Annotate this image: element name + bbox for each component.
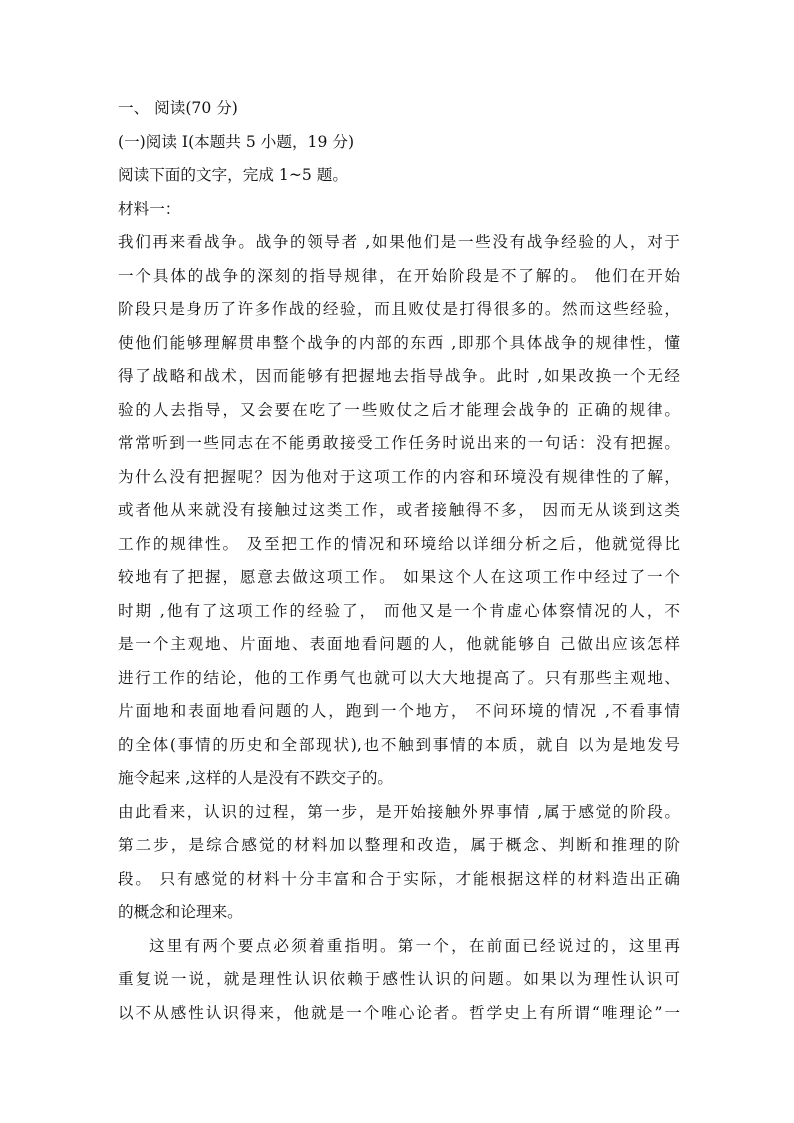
text-line: 以不从感性认识得来，他就是一个唯心论者。哲学史上有所谓“唯理论”一 xyxy=(118,1003,680,1022)
document-body xyxy=(118,92,680,1030)
section-subtitle: (一)阅读 I(本题共 5 小题，19 分) xyxy=(118,132,355,151)
text-line: 较地有了把握，愿意去做这项工作。 如果这个人在这项工作中经过了一个 xyxy=(118,568,680,586)
text-line: 使他们能够理解贯串整个战争的内部的东西 ,即那个具体战争的规律性，懂 xyxy=(118,333,680,352)
text-line: 第二步，是综合感觉的材料加以整理和改造，属于概念、判断和推理的阶 xyxy=(118,836,680,854)
text-line: 常常听到一些同志在不能勇敢接受工作任务时说出来的一句话：没有把握。 xyxy=(118,434,680,452)
text-line: 重复说一说，就是理性认识依赖于感性认识的问题。如果以为理性认识可 xyxy=(118,970,680,988)
material-label: 材料一： xyxy=(118,199,181,218)
paragraph-confidence xyxy=(118,427,680,796)
text-line: 时期 ,他有了这项工作的经验了， 而他又是一个肯虚心体察情况的人，不 xyxy=(118,601,680,620)
text-line: 为什么没有把握呢？因为他对于这项工作的内容和环境没有规律性的了解， xyxy=(118,467,680,486)
text-line: 工作的规律性。 及至把工作的情况和环境给以详细分析之后，他就觉得比 xyxy=(118,534,680,553)
text-line: 的全体(事情的历史和全部现状),也不触到事情的本质，就自 以为是地发号 xyxy=(118,735,680,754)
text-line: 施令起来 ,这样的人是没有不跌交子的。 xyxy=(118,769,394,787)
text-line: 进行工作的结论，他的工作勇气也就可以大大地提高了。只有那些主观地、 xyxy=(118,668,680,687)
text-line: 这里有两个要点必须着重指明。第一个，在前面已经说过的，这里再 xyxy=(149,936,680,955)
text-line: 是一个主观地、片面地、表面地看问题的人，他就能够自 己做出应该怎样 xyxy=(118,635,680,653)
section-title: 一、 阅读(70 分) xyxy=(118,99,238,117)
text-line: 阶段只是身历了许多作战的经验，而且败仗是打得很多的。然而这些经验， xyxy=(118,300,680,318)
text-line: 段。 只有感觉的材料十分丰富和合于实际，才能根据这样的材料造出正确 xyxy=(118,869,680,888)
reading-instruction: 阅读下面的文字，完成 1~5 题。 xyxy=(118,166,348,184)
paragraph-cognition-process xyxy=(118,796,680,930)
text-line: 验的人去指导，又会要在吃了一些败仗之后才能理会战争的 正确的规律。 xyxy=(118,400,680,419)
paragraph-war xyxy=(118,226,680,427)
text-line: 得了战略和战术，因而能够有把握地去指导战争。此时 ,如果改换一个无经 xyxy=(118,367,680,385)
text-line: 我们再来看战争。战争的领导者 ,如果他们是一些没有战争经验的人，对于 xyxy=(118,233,680,251)
text-line: 片面地和表面地看问题的人，跑到一个地方， 不问环境的情况 ,不看事情 xyxy=(118,702,680,720)
text-line: 的概念和论理来。 xyxy=(118,903,243,921)
text-line: 由此看来，认识的过程，第一步，是开始接触外界事情 ,属于感觉的阶段。 xyxy=(118,802,680,821)
text-line: 或者他从来就没有接触过这类工作，或者接触得不多， 因而无从谈到这类 xyxy=(118,501,680,519)
paragraph-key-points xyxy=(118,930,680,1031)
text-line: 一个具体的战争的深刻的指导规律，在开始阶段是不了解的。 他们在开始 xyxy=(118,266,680,285)
